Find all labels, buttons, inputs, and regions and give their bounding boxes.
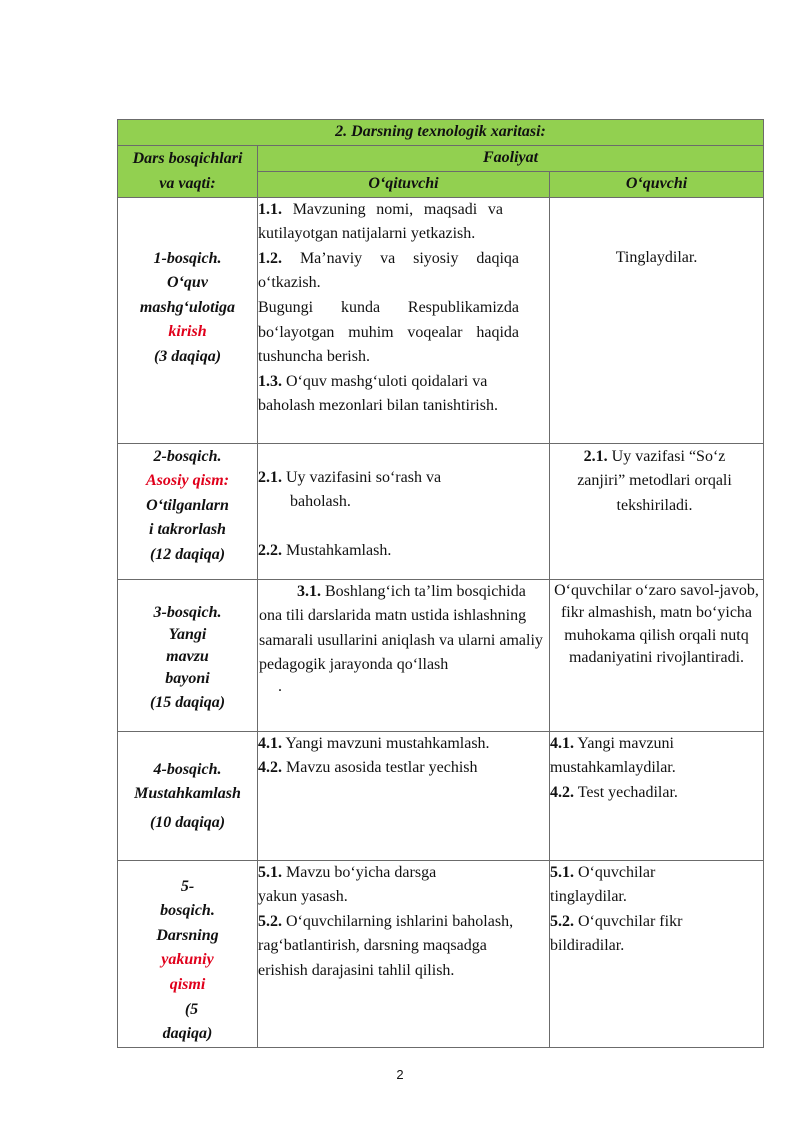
list-item: 4.2. Mavzu asosida testlar yechish (258, 759, 478, 777)
stage-time: (3 daqiqa) (153, 347, 222, 365)
stage-highlight: qismi (169, 975, 206, 993)
table-row (118, 579, 764, 731)
table-row (118, 443, 764, 579)
technological-map-table (117, 119, 764, 1048)
stage-cell (118, 579, 258, 731)
stray-dot: . (278, 677, 282, 695)
stage-label: 4-bosqich. (153, 760, 222, 778)
stage-highlight: yakuniy (161, 951, 214, 969)
page-number: 2 (396, 1067, 404, 1082)
table-title: 2. Darsning texnologik xaritasi: (118, 120, 764, 146)
stage-label: mavzu (166, 647, 209, 665)
list-item: 2.2. Mustahkamlash. (258, 541, 392, 559)
activity-header: Faoliyat (258, 146, 764, 172)
stage-label: O‘quv (167, 274, 208, 292)
list-item: 4.1. Yangi mavzuni mustahkamlash. (258, 734, 490, 752)
stage-label: 5- (180, 877, 195, 895)
teacher-cell (258, 443, 550, 579)
stage-time: (10 daqiqa) (149, 813, 226, 831)
stage-label: mashg‘ulotiga (139, 298, 236, 316)
stage-label: bosqich. (160, 902, 215, 920)
teacher-cell (258, 860, 550, 1047)
stage-header-line2: va vaqti: (159, 175, 216, 192)
list-item: Bugungi kunda Respublikamizda bo‘layotgan muhim voqealar haqida tushuncha berish. (258, 298, 519, 366)
list-item: 4.2. Test yechadilar. (550, 783, 678, 801)
teacher-header: O‘qituvchi (258, 171, 550, 197)
stage-label: i takrorlash (149, 521, 226, 539)
stage-time: daqiqa) (162, 1025, 213, 1043)
list-item: 1.1. Mavzuning nomi, maqsadi va kutilayotgan natijalarni yetkazish. (258, 200, 503, 243)
stage-highlight: Asosiy qism: (145, 472, 230, 490)
stage-label: bayoni (165, 669, 210, 687)
stage-label: O‘tilganlarn (146, 496, 229, 514)
student-cell (550, 731, 764, 860)
list-item: baholash. (290, 493, 351, 511)
stage-cell (118, 443, 258, 579)
list-item: 5.1. Mavzu bo‘yicha darsga yakun yasash. (258, 863, 437, 906)
teacher-cell (258, 731, 550, 860)
student-cell: 2.1. Uy vazifasi “So‘z zanjiri” metodlari orqali tekshiriladi. (550, 443, 764, 579)
list-item: 2.1. Uy vazifasini so‘rash va (258, 468, 442, 486)
stage-time: (12 daqiqa) (149, 545, 226, 563)
student-cell: O‘quvchilar o‘zaro savol-javob, fikr almashish, matn bo‘yicha muhokama qilish orqali nutq madaniyatini rivojlantiradi. (550, 579, 764, 731)
stage-cell (118, 731, 258, 860)
stage-time: (5 (184, 1000, 199, 1018)
stage-label: 3-bosqich. (153, 603, 222, 621)
stage-label: Darsning (156, 926, 219, 944)
list-item: 3.1. Boshlang‘ich ta’lim bosqichida ona tili darslarida matn ustida ishlashning samarali usullarini aniqlash va ularni amaliy pedagogik jarayonda qo‘llash (259, 582, 543, 674)
teacher-cell (258, 579, 550, 731)
stage-highlight: kirish (168, 323, 207, 341)
table-row (118, 860, 764, 1047)
table-row (118, 731, 764, 860)
list-item: 5.1. O‘quvchilar tinglaydilar. (550, 863, 656, 906)
student-cell (550, 860, 764, 1047)
stage-label: Mustahkamlash (134, 785, 241, 803)
stage-time: (15 daqiqa) (149, 693, 226, 711)
list-item: 4.1. Yangi mavzuni mustahkamlaydilar. (550, 734, 676, 777)
stage-label: Yangi (168, 625, 207, 643)
list-item: 5.2. O‘quvchilar fikr bildiradilar. (550, 912, 683, 955)
stage-column-header (118, 146, 258, 198)
table-row (118, 197, 764, 443)
stage-cell (118, 860, 258, 1047)
stage-cell (118, 197, 258, 443)
list-item: 1.2. Ma’naviy va siyosiy daqiqa o‘tkazish. (258, 249, 520, 292)
list-item: 1.3. O‘quv mashg‘uloti qoidalari va baholash mezonlari bilan tanishtirish. (258, 372, 498, 415)
stage-label: 1-bosqich. (153, 249, 222, 267)
stage-label: 2-bosqich. (153, 447, 222, 465)
student-header: O‘quvchi (550, 171, 764, 197)
stage-header-line1: Dars bosqichlari (132, 150, 243, 167)
student-cell: Tinglaydilar. (550, 197, 764, 443)
teacher-cell (258, 197, 550, 443)
list-item: 5.2. O‘quvchilarning ishlarini baholash, rag‘batlantirish, darsning maqsadga erishish darajasini tahlil qilish. (258, 912, 514, 979)
